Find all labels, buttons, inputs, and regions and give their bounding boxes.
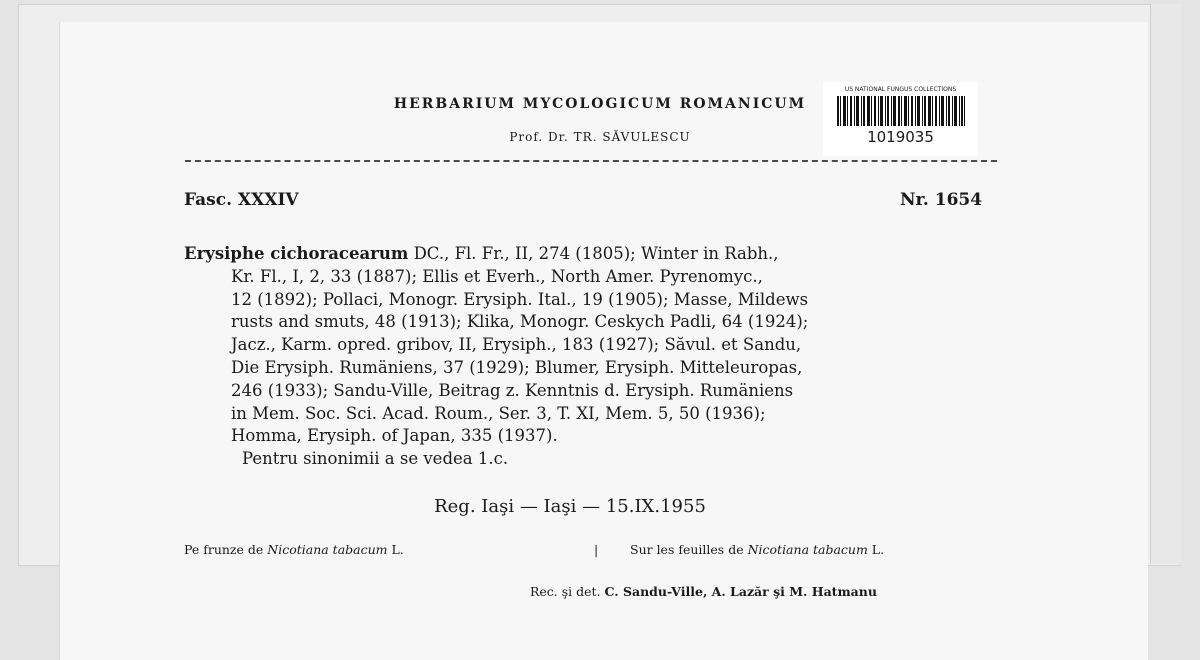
barcode-collection-name: US NATIONAL FUNGUS COLLECTIONS [844,86,957,93]
barcode-sticker [823,82,978,156]
host-separator: | [594,542,599,557]
herbarium-director: Prof. Dr. TR. SĂVULESCU [509,130,691,144]
taxon-citation [184,243,1004,471]
species-name: Erysiphe cichoracearum [184,244,409,263]
host-french: Sur les feuilles de Nicotiana tabacum L. [630,542,885,557]
fascicle-number: Fasc. XXXIV [184,190,299,210]
citation-line: Die Erysiph. Rumäniens, 37 (1929); Blumer, Erysiph. Mitteleuropas, [231,357,803,377]
citation-line: in Mem. Soc. Sci. Acad. Roum., Ser. 3, T. XI, Mem. 5, 50 (1936); [231,403,766,423]
backsheet-edge [1150,4,1181,564]
collection-locality-date: Reg. Iaşi — Iaşi — 15.IX.1955 [434,496,706,517]
citation-line: rusts and smuts, 48 (1913); Klika, Monogr. Ceskych Padli, 64 (1924); [231,312,809,332]
barcode-icon [837,96,965,126]
specimen-number: Nr. 1654 [900,190,983,210]
herbarium-title: HERBARIUM MYCOLOGICUM ROMANICUM [393,96,807,112]
citation-line: Jacz., Karm. opred. gribov, II, Erysiph., 183 (1927); Săvul. et Sandu, [231,335,802,355]
collector-names: C. Sandu-Ville, A. Lazăr şi M. Hatmanu [604,584,877,599]
synonymy-note: Pentru sinonimii a se vedea 1.c. [242,449,509,469]
barcode-number: 1019035 [867,128,934,146]
host-romanian: Pe frunze de Nicotiana tabacum L. [184,542,404,557]
host-species: Nicotiana tabacum [267,542,388,557]
citation-line [184,243,1004,266]
citation-line: 246 (1933); Sandu-Ville, Beitrag z. Kenntnis d. Erysiph. Rumäniens [231,380,794,400]
citation-text: DC., Fl. Fr., II, 274 (1805); Winter in Rabh., [408,244,779,263]
host-species: Nicotiana tabacum [747,542,868,557]
collectors-line: Rec. şi det. C. Sandu-Ville, A. Lazăr şi M. Hatmanu [530,584,877,599]
citation-line: Kr. Fl., I, 2, 33 (1887); Ellis et Everh., North Amer. Pyrenomyc., [231,266,763,286]
citation-line: Homma, Erysiph. of Japan, 335 (1937). [231,426,558,446]
citation-line: 12 (1892); Pollaci, Monogr. Erysiph. Ital., 19 (1905); Masse, Mildews [231,289,809,309]
header-divider [185,160,997,162]
